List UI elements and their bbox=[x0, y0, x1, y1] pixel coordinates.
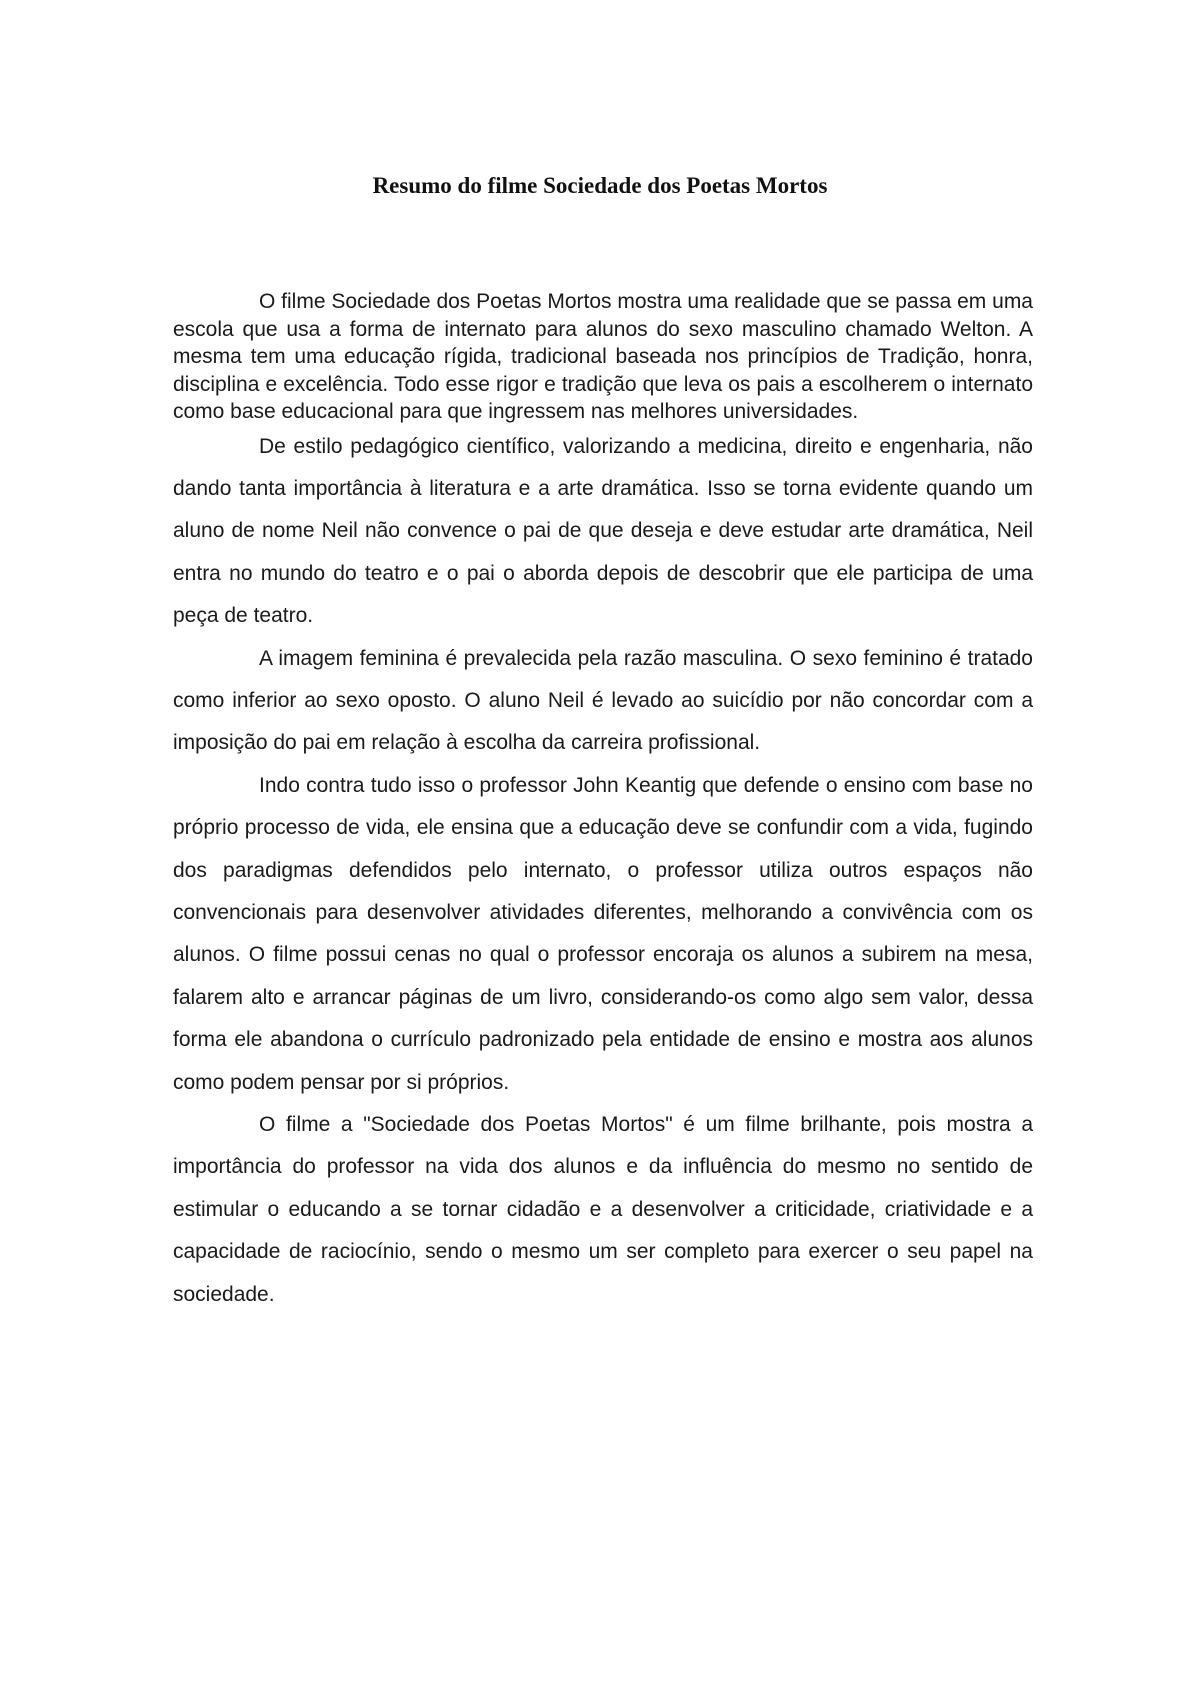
document-title: Resumo do filme Sociedade dos Poetas Mortos bbox=[372, 173, 828, 198]
paragraph-5: O filme a "Sociedade dos Poetas Mortos" é um filme brilhante, pois mostra a importância do professor na vida dos alunos e da influência do mesmo no sentido de estimular o educando a se tornar cidadão e a desenvolver a criticidade, criatividade e a capacidade de raciocínio, sendo o mesmo um ser completo para exercer o seu papel na sociedade. bbox=[173, 1113, 1033, 1306]
document-body bbox=[173, 288, 1033, 1316]
paragraph-4: Indo contra tudo isso o professor John Keantig que defende o ensino com base no próprio processo de vida, ele ensina que a educação deve se confundir com a vida, fugindo dos paradigmas defendidos pelo internato, o professor utiliza outros espaços não convencionais para desenvolver atividades diferentes, melhorando a convivência com os alunos. O filme possui cenas no qual o professor encoraja os alunos a subirem na mesa, falarem alto e arrancar páginas de um livro, considerando-os como algo sem valor, dessa forma ele abandona o currículo padronizado pela entidade de ensino e mostra aos alunos como podem pensar por si próprios. bbox=[173, 773, 1033, 1094]
paragraph-2: De estilo pedagógico científico, valorizando a medicina, direito e engenharia, não dando tanta importância à literatura e a arte dramática. Isso se torna evidente quando um aluno de nome Neil não convence o pai de que deseja e deve estudar arte dramática, Neil entra no mundo do teatro e o pai o aborda depois de descobrir que ele participa de uma peça de teatro. bbox=[173, 434, 1033, 628]
paragraph-1: O filme Sociedade dos Poetas Mortos mostra uma realidade que se passa em uma escola que usa a forma de internato para alunos do sexo masculino chamado Welton. A mesma tem uma educação rígida, tradicional baseada nos princípios de Tradição, honra, disciplina e excelência. Todo esse rigor e tradição que leva os pais a escolherem o internato como base educacional para que ingressem nas melhores universidades. bbox=[173, 290, 1033, 423]
paragraph-3: A imagem feminina é prevalecida pela razão masculina. O sexo feminino é tratado como inferior ao sexo oposto. O aluno Neil é levado ao suicídio por não concordar com a imposição do pai em relação à escolha da carreira profissional. bbox=[173, 646, 1033, 755]
